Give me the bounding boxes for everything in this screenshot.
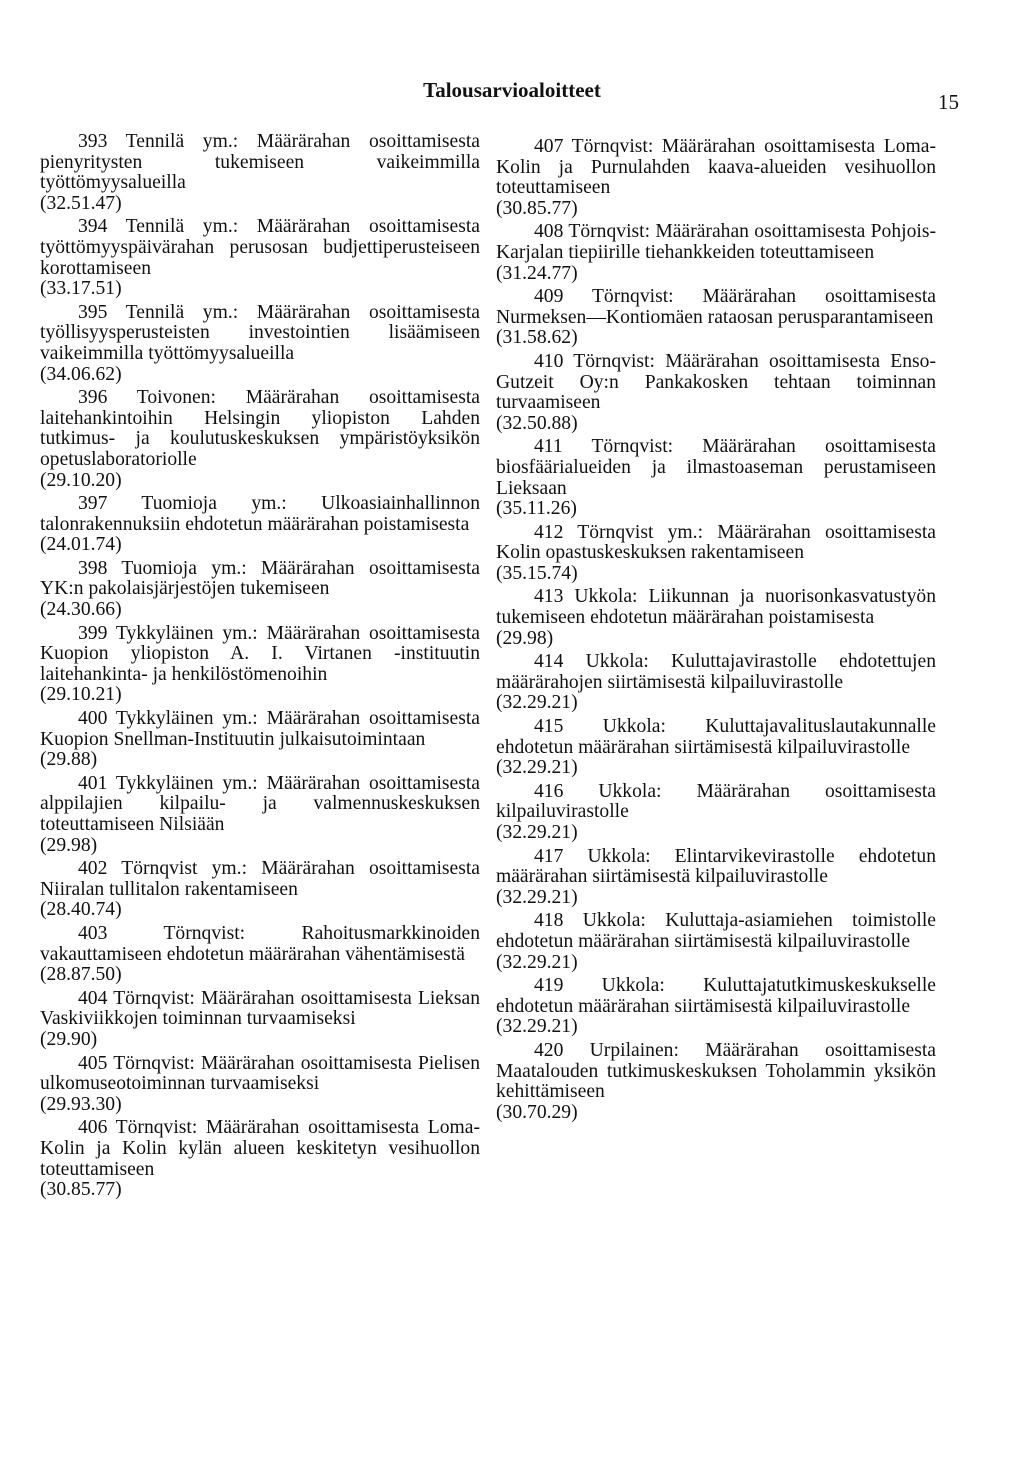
- entry-text: 402 Törnqvist ym.: Määrärahan osoittamisesta Niiralan tullitalon rakentamiseen: [40, 858, 480, 900]
- entry-code: (31.58.62): [496, 327, 578, 349]
- list-item: [496, 976, 936, 1038]
- entry-code: (34.06.62): [40, 363, 122, 385]
- entry-code: (32.51.47): [40, 192, 122, 214]
- entry-text: 394 Tennilä ym.: Määrärahan osoittamisesta työttömyyspäivärahan perusosan budjettiperusteiseen korottamiseen: [40, 216, 480, 279]
- entry-code: (32.29.21): [496, 951, 578, 973]
- entry-code: (33.17.51): [40, 278, 122, 300]
- entry-code: (29.10.20): [40, 469, 122, 491]
- entry-text: 412 Törnqvist ym.: Määrärahan osoittamisesta Kolin opastuskeskuksen rakentamiseen: [496, 521, 936, 564]
- entry-text: 397 Tuomioja ym.: Ulkoasiainhallinnon talonrakennuksiin ehdotetun määrärahan poistamisesta: [40, 493, 480, 535]
- entry-code: (30.85.77): [40, 1179, 122, 1201]
- entry-code: (35.11.26): [496, 498, 577, 520]
- list-item: [496, 717, 936, 779]
- list-item: [496, 911, 936, 973]
- entry-text: 393 Tennilä ym.: Määrärahan osoittamisesta pienyritysten tukemiseen vaikeimmilla työttömyysalueilla: [40, 131, 480, 194]
- list-item: [40, 989, 480, 1051]
- list-item: [40, 132, 480, 214]
- entry-code: (28.40.74): [40, 899, 122, 921]
- entry-text: 408 Törnqvist: Määrärahan osoittamisesta Pohjois-Karjalan tiepiirille tiehankkeiden toteuttamiseen: [496, 221, 936, 263]
- entry-text: 407 Törnqvist: Määrärahan osoittamisesta Loma-Kolin ja Purnulahden kaava-alueiden vesihuollon toteuttamiseen: [496, 136, 936, 199]
- list-item: [40, 924, 480, 986]
- entry-text: 418 Ukkola: Kuluttaja-asiamiehen toimistolle ehdotetun määrärahan siirtämisestä kilpailuvirastolle: [496, 910, 936, 952]
- list-item: [40, 859, 480, 921]
- entry-text: 400 Tykkyläinen ym.: Määrärahan osoittamisesta Kuopion Snellman-Instituutin julkaisutoimintaan: [40, 708, 480, 750]
- entry-text: 413 Ukkola: Liikunnan ja nuorisonkasvatustyön tukemiseen ehdotetun määrärahan poistamisesta: [496, 586, 936, 629]
- entry-text: 406 Törnqvist: Määrärahan osoittamisesta Loma-Kolin ja Kolin kylän alueen keskitetyn vesihuollon toteuttamiseen: [40, 1117, 480, 1180]
- entry-text: 416 Ukkola: Määrärahan osoittamisesta kilpailuvirastolle: [496, 780, 936, 823]
- list-item: [496, 287, 936, 349]
- entry-code: (29.90): [40, 1028, 98, 1050]
- entry-text: 414 Ukkola: Kuluttajavirastolle ehdotettujen määrärahojen siirtämisestä kilpailuvirastolle: [496, 651, 936, 693]
- entry-code: (29.88): [40, 749, 98, 771]
- entry-code: (32.29.21): [496, 822, 578, 843]
- entry-text: 401 Tykkyläinen ym.: Määrärahan osoittamisesta alppilajien kilpailu- ja valmennuskeskuksen toteuttamiseen Nilsiään: [40, 772, 480, 835]
- entry-text: 398 Tuomioja ym.: Määrärahan osoittamisesta YK:n pakolaisjärjestöjen tukemiseen: [40, 557, 480, 600]
- list-item: [496, 222, 936, 284]
- list-item: [40, 1054, 480, 1116]
- entry-code: (32.29.21): [496, 692, 578, 714]
- list-item: [40, 217, 480, 299]
- entry-text: 419 Ukkola: Kuluttajatutkimuskeskukselle ehdotetun määrärahan siirtämisestä kilpailuvirastolle: [496, 975, 936, 1017]
- entry-code: (32.29.21): [496, 757, 578, 779]
- list-item: [40, 388, 480, 491]
- entry-code: (24.01.74): [40, 534, 122, 556]
- list-item: [40, 1118, 480, 1200]
- left-column: [40, 132, 480, 1204]
- entry-code: (32.29.21): [496, 886, 578, 908]
- entry-code: (29.98): [496, 627, 554, 649]
- list-item: [40, 624, 480, 706]
- entry-text: 396 Toivonen: Määrärahan osoittamisesta laitehankintoihin Helsingin yliopiston Lahden tutkimus- ja koulutuskeskuksen ympäristöyksikön opetuslaboratoriolle: [40, 387, 480, 470]
- right-column: [496, 137, 936, 1126]
- entry-code: (30.85.77): [496, 197, 578, 219]
- list-item: [40, 774, 480, 856]
- entry-code: (29.93.30): [40, 1093, 122, 1115]
- list-item: [40, 559, 480, 621]
- page-number: 15: [938, 90, 959, 114]
- list-item: [496, 437, 936, 519]
- entry-code: (29.10.21): [40, 684, 122, 706]
- entry-text: 399 Tykkyläinen ym.: Määrärahan osoittamisesta Kuopion yliopiston A. I. Virtanen -instituutin laitehankinta- ja henkilöstömenoihin: [40, 622, 480, 685]
- entry-code: (35.15.74): [496, 562, 578, 584]
- list-item: [496, 847, 936, 909]
- entry-text: 404 Törnqvist: Määrärahan osoittamisesta Lieksan Vaskiviikkojen toiminnan turvaamiseksi: [40, 987, 480, 1030]
- list-item: [40, 709, 480, 771]
- entry-text: 411 Törnqvist: Määrärahan osoittamisesta biosfäärialueiden ja ilmastoaseman perustamiseen Lieksaan: [496, 436, 936, 499]
- entry-code: (24.30.66): [40, 599, 122, 621]
- list-item: [496, 352, 936, 434]
- entry-text: 417 Ukkola: Elintarvikevirastolle ehdotetun määrärahan siirtämisestä kilpailuvirastolle: [496, 845, 936, 888]
- entry-text: 415 Ukkola: Kuluttajavalituslautakunnalle ehdotetun määrärahan siirtämisestä kilpailuvirastolle: [496, 716, 936, 758]
- entry-text: 420 Urpilainen: Määrärahan osoittamisesta Maatalouden tutkimuskeskuksen Toholammin yksikön kehittämiseen: [496, 1039, 936, 1103]
- entry-code: (32.29.21): [496, 1016, 578, 1038]
- entry-text: 395 Tennilä ym.: Määrärahan osoittamisesta työllisyysperusteisten investointien lisäämiseen vaikeimmilla työttömyysalueilla: [40, 301, 480, 364]
- page-header-title: Talousarvioaloitteet: [423, 78, 601, 102]
- entry-code: (29.98): [40, 834, 98, 856]
- list-item: [496, 652, 936, 714]
- list-item: [496, 523, 936, 585]
- entry-text: 405 Törnqvist: Määrärahan osoittamisesta Pielisen ulkomuseotoiminnan turvaamiseksi: [40, 1052, 480, 1095]
- list-item: [496, 137, 936, 219]
- entry-text: 410 Törnqvist: Määrärahan osoittamisesta Enso-Gutzeit Oy:n Pankakosken tehtaan toiminnan turvaamiseen: [496, 350, 936, 414]
- list-item: [496, 1041, 936, 1123]
- entry-code: (30.70.29): [496, 1101, 578, 1123]
- list-item: [496, 587, 936, 649]
- list-item: [40, 303, 480, 385]
- entry-code: (31.24.77): [496, 262, 578, 284]
- list-item: [40, 494, 480, 556]
- entry-code: (28.87.50): [40, 964, 122, 986]
- entry-code: (32.50.88): [496, 412, 578, 434]
- entry-text: 403 Törnqvist: Rahoitusmarkkinoiden vakauttamiseen ehdotetun määrärahan vähentämisestä: [40, 922, 480, 965]
- list-item: [496, 782, 936, 844]
- entry-text: 409 Törnqvist: Määrärahan osoittamisesta Nurmeksen—Kontiomäen rataosan perusparantamiseen: [496, 286, 936, 328]
